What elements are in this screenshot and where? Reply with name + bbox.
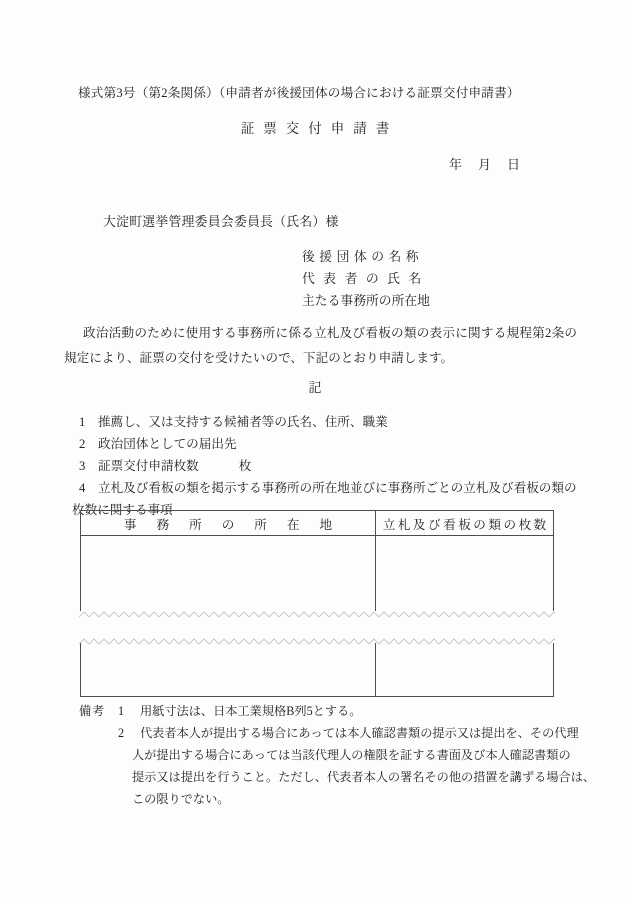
sheet-count-unit: 枚 [238,459,252,473]
item-text: 推薦し、又は支持する候補者等の氏名、住所、職業 [98,415,388,429]
date-line: 年 月 日 [449,157,522,172]
list-item-4 [79,477,577,499]
remark-text: 用紙寸法は、日本工業規格B列5とする。 [140,704,362,718]
item-number: 4 [79,481,86,495]
remark-text-line: この限りでない。 [132,792,230,806]
form-number-label: 様式第3号（第2条関係）（申請者が後援団体の場合における証票交付申請書） [78,86,520,100]
item-text: 政治団体としての届出先 [98,437,237,451]
item-list [72,411,577,521]
item-number: 3 [79,459,86,473]
remark-text-line: 提示又は提出を行うこと。ただし、代表者本人の署名その他の措置を講ずる場合は、 [132,770,596,784]
list-item-3 [79,455,577,477]
table-torn-edge-top [79,611,555,618]
office-address-column-header: 事務所の所在地 [81,511,376,535]
table-column-divider [375,535,376,617]
list-item-4-continuation: 枚数に関する事項 [72,503,173,517]
remark-text-line: 人が提出する場合にあっては当該代理人の権限を証する書面及び本人確認書類の [132,748,571,762]
item-text: 立札及び看板の類を掲示する事務所の所在地並びに事務所ごとの立札及び看板の類の [98,481,577,495]
remark-text-line: 代表者本人が提出する場合にあっては本人確認書類の提示又は提出を、その代理 [140,726,579,740]
remarks-section [79,700,595,810]
list-item-2 [79,433,577,455]
office-table-upper [80,510,554,617]
list-item-1 [79,411,577,433]
document-title: 証票交付申請書 [240,121,399,136]
office-table-header [81,511,553,536]
item-text: 証票交付申請枚数 [98,459,199,473]
remark-number: 1 [118,704,125,718]
sign-count-column-header: 立札及び看板の類の枚数 [382,517,549,532]
remark-number: 2 [118,726,125,740]
item-number: 2 [79,437,86,451]
remarks-label-spacer [79,722,118,810]
field-representative-name: 代表者の氏名 [302,272,430,286]
record-heading: 記 [308,380,322,395]
applicant-fields [302,246,430,312]
field-main-office-address: 主たる事務所の所在地 [302,294,430,308]
addressee-line: 大淀町選挙管理委員会委員長（氏名）様 [103,215,339,229]
remark-1 [79,700,595,722]
remark-text-block [132,722,595,810]
application-statement: 政治活動のために使用する事務所に係る立札及び看板の類の表示に関する規程第2条の規定により、証票の交付を受けたいので、下記のとおり申請します。 [64,326,577,365]
remarks-label: 備考 [79,704,106,718]
office-table-lower [80,643,554,697]
field-supporter-group-name: 後援団体の名称 [302,250,424,264]
remark-2 [79,722,595,810]
item-number: 1 [79,415,86,429]
table-column-divider [375,643,376,696]
